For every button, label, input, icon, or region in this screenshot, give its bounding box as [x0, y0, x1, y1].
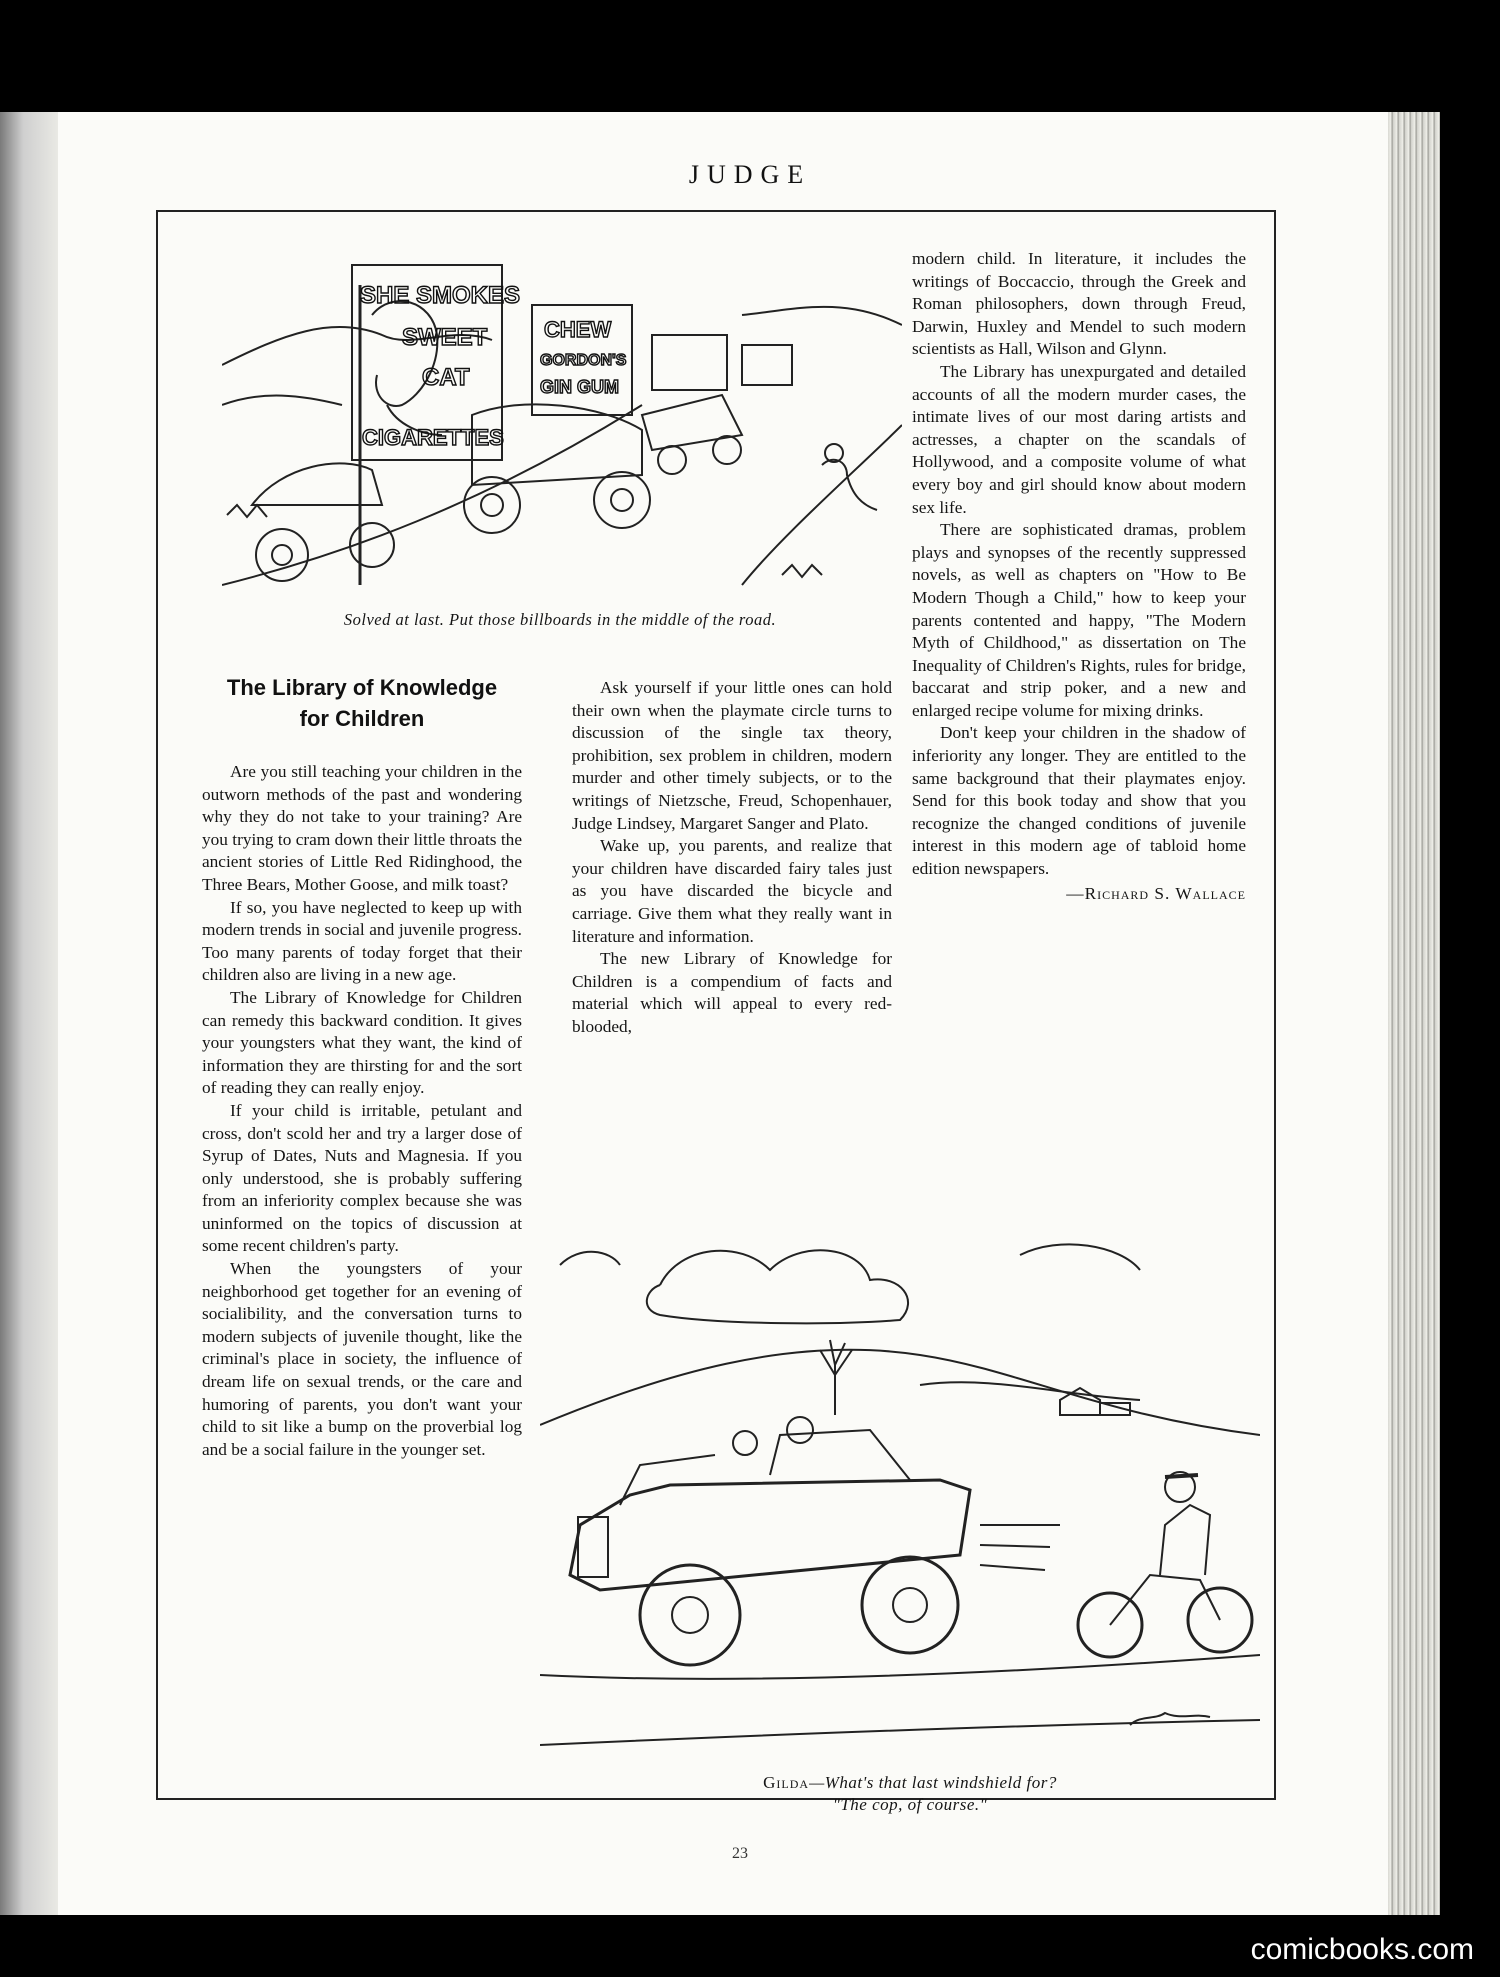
- billboard-text-3: CAT: [422, 364, 470, 391]
- article-column-2: [572, 677, 892, 1039]
- article-column-1: [202, 761, 522, 1461]
- article-title: [202, 672, 522, 734]
- billboard-text-5: CHEW: [544, 317, 612, 342]
- cartoon1-caption: Solved at last. Put those billboards in the middle of the road.: [343, 610, 777, 629]
- paragraph: The Library has unexpurgated and detailed accounts of all the modern murder cases, the intimate lives of our most daring artists and actresses, a chapter on the scandals of Hollywood, and a composite volume of what every boy and girl should know about modern sex life.: [912, 361, 1246, 517]
- paragraph: If your child is irritable, petulant and cross, don't scold her and try a larger dose of Syrup of Dates, Nuts and Magnesia. If you only understood, she is probably suffering from an inferiority complex because she was uninformed on the topics of discussion at some recent children's party.: [202, 1100, 522, 1256]
- billboard-text-2: SWEET: [402, 324, 488, 351]
- paragraph: The new Library of Knowledge for Children is a compendium of facts and material which will appeal to every red-blooded,: [572, 949, 892, 1036]
- billboard-text-7: GIN GUM: [540, 377, 619, 397]
- page-number: 23: [732, 1845, 748, 1862]
- paragraph: Wake up, you parents, and realize that your children have discarded fairy tales just as you have discarded the bicycle and carriage. Give them what they really want in literature and information.: [572, 836, 892, 946]
- paragraph: If so, you have neglected to keep up with modern trends in social and juvenile progress. Too many parents of today forget that their children also are living in a new age.: [202, 897, 522, 985]
- billboard-text-4: CIGARETTES: [362, 425, 504, 450]
- paragraph-continued: modern child. In literature, it includes the writings of Boccaccio, through the Greek and Roman philosophers, down through Freud, Darwin, Huxley and Mendel to such modern scientists as Hall, Wilson and Glynn.: [912, 249, 1246, 359]
- paragraph: There are sophisticated dramas, problem plays and synopses of the recently suppressed novels, as well as chapters on "How to Be Modern Though a Child," how to keep your parents contented and happy, "The Modern Myth of Childhood," as dissertation on The Inequality of Children's Rights, rules for bridge, baccarat and strip poker, and a new and enlarged recipe volume for mixing drinks.: [912, 520, 1246, 720]
- speaker-name: Gilda: [763, 1773, 810, 1792]
- page-stack-edges: [1388, 112, 1440, 1915]
- article-column-3: [912, 248, 1246, 905]
- watermark: comicbooks.com: [1250, 1933, 1474, 1966]
- paragraph: Don't keep your children in the shadow of inferiority any longer. They are entitled to the same background that their playmates enjoy. Send for this book today and show that you recognize the changed conditions of juvenile interest in this modern age of tabloid home edition newspapers.: [912, 723, 1246, 879]
- cartoon2-caption-line2: "The cop, of course.": [832, 1795, 988, 1814]
- article-title-line2: for Children: [299, 706, 425, 731]
- paragraph: Are you still teaching your children in the outworn methods of the past and wondering why they do not take to your training? Are you trying to cram down their little throats the ancient stories of Little Red Ridinghood, the Three Bears, Mother Goose, and milk toast?: [202, 762, 522, 894]
- billboard-text-6: GORDON'S: [540, 352, 627, 369]
- magazine-header: JUDGE: [688, 160, 812, 189]
- billboard-cartoon: [222, 255, 902, 605]
- byline: —Richard S. Wallace: [1066, 883, 1246, 903]
- article-title-line1: The Library of Knowledge: [226, 675, 498, 700]
- left-page-edge: [0, 112, 58, 1915]
- billboard-text-1: SHE SMOKES: [360, 282, 521, 309]
- cartoon2-caption-line1: [560, 1772, 1260, 1794]
- car-cartoon: [540, 1225, 1260, 1755]
- speaker-line: —What's that last windshield for?: [809, 1773, 1057, 1792]
- paragraph: When the youngsters of your neighborhood get together for an evening of socialibility, and the conversation turns to modern subjects of juvenile thought, like the criminal's place in society, the influence of dream life on sexual trends, or the care and humoring of parents, you don't want your child to sit like a bump on the proverbial log and be a social failure in the younger set.: [202, 1259, 522, 1459]
- cartoon2-caption: [560, 1772, 1260, 1816]
- scan-margin-right: [1440, 112, 1500, 1915]
- paragraph: The Library of Knowledge for Children can remedy this backward condition. It gives your youngsters what they want, the kind of information they are thirsting for and the sort of reading they can really enjoy.: [202, 987, 522, 1098]
- paragraph: Ask yourself if your little ones can hold their own when the playmate circle turns to discussion of the single tax theory, prohibition, sex problem in children, modern murder and other timely subjects, or to the writings of Nietzsche, Freud, Schopenhauer, Judge Lindsey, Margaret Sanger and Plato.: [572, 678, 892, 833]
